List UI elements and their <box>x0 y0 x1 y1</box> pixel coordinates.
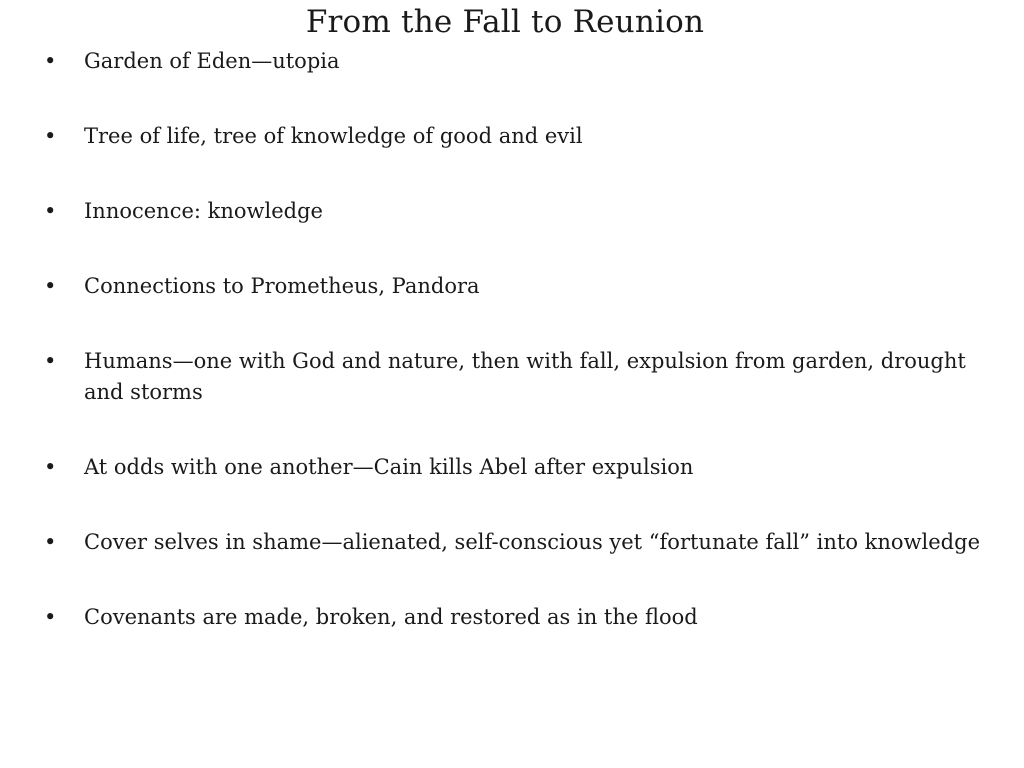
bullet-text: Cover selves in shame—alienated, self-conscious yet “fortunate fall” into knowledge <box>84 530 980 554</box>
bullet-text: Garden of Eden—utopia <box>84 49 340 73</box>
bullet-item <box>44 46 994 77</box>
bullet-text: Tree of life, tree of knowledge of good and evil <box>84 124 583 148</box>
bullet-item <box>44 346 994 408</box>
bullet-icon: • <box>44 49 57 73</box>
bullet-icon: • <box>44 349 57 373</box>
bullet-item <box>44 121 994 152</box>
bullet-icon: • <box>44 455 57 479</box>
bullet-icon: • <box>44 199 57 223</box>
slide-title: From the Fall to Reunion <box>305 4 705 40</box>
bullet-item <box>44 452 994 483</box>
bullet-list <box>44 46 994 677</box>
bullet-text: At odds with one another—Cain kills Abel after expulsion <box>84 455 694 479</box>
bullet-text: Covenants are made, broken, and restored as in the flood <box>84 605 698 629</box>
bullet-text: Connections to Prometheus, Pandora <box>84 274 480 298</box>
bullet-text: Humans—one with God and nature, then with fall, expulsion from garden, drought and storms <box>84 349 966 404</box>
bullet-icon: • <box>44 530 57 554</box>
bullet-icon: • <box>44 274 57 298</box>
bullet-item <box>44 527 994 558</box>
bullet-item <box>44 271 994 302</box>
bullet-icon: • <box>44 124 57 148</box>
bullet-icon: • <box>44 605 57 629</box>
bullet-item <box>44 196 994 227</box>
bullet-text: Innocence: knowledge <box>84 199 323 223</box>
bullet-item <box>44 602 994 633</box>
